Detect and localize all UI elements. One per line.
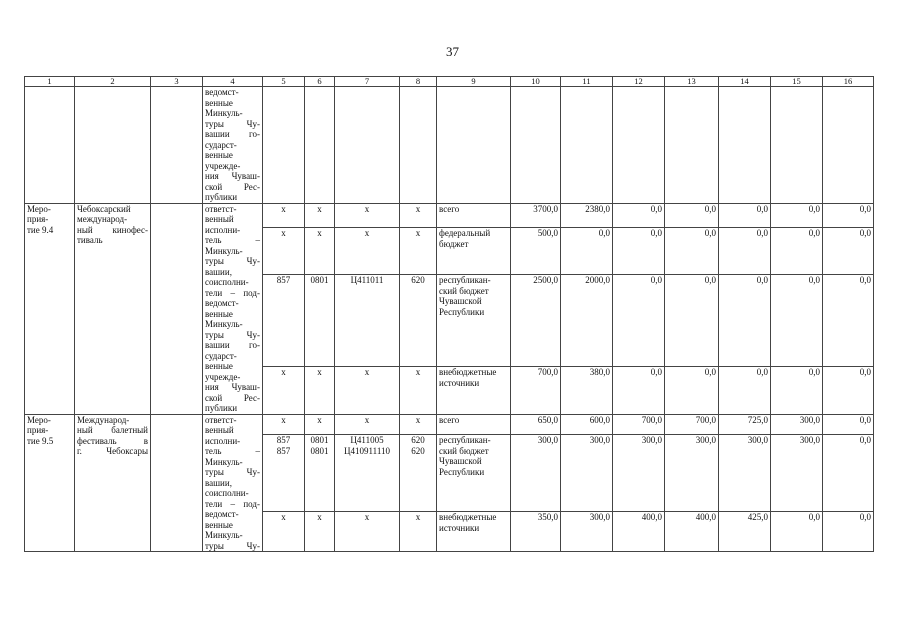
column-number-1: 1 <box>25 77 75 87</box>
event-id-cell <box>25 203 75 414</box>
amount-cell: 350,0 <box>511 512 561 552</box>
amount-cell: 2380,0 <box>561 203 613 228</box>
amount-cell: 2500,0 <box>511 275 561 367</box>
cell-line: Минкуль- <box>205 245 243 256</box>
funding-source-cell <box>437 275 511 367</box>
responsible-executor-cell <box>203 414 263 552</box>
budget-code-cell: x <box>335 228 400 275</box>
cell-line: венные <box>205 308 233 319</box>
amount-cell: 0,0 <box>823 275 874 367</box>
empty-cell <box>151 87 203 204</box>
responsible-executor-cell <box>203 203 263 414</box>
budget-code-cell: 857 <box>263 275 305 367</box>
budget-code-cell: 620 <box>400 275 437 367</box>
budget-code-cell: x <box>400 414 437 435</box>
responsible-executor-cell <box>203 87 263 204</box>
cell-line: соисполни- <box>205 277 249 287</box>
empty-cell <box>400 87 437 204</box>
cell-line: венные <box>205 97 233 108</box>
column-number-11: 11 <box>561 77 613 87</box>
budget-code-cell: x <box>305 228 335 275</box>
funding-row <box>25 414 874 435</box>
amount-cell: 0,0 <box>771 228 823 275</box>
empty-cell <box>263 87 305 204</box>
cell-line: ский бюджет <box>439 285 489 296</box>
amount-cell: 425,0 <box>719 512 771 552</box>
cell-line: 857 <box>276 445 291 456</box>
cell-line: тель – <box>205 235 260 245</box>
empty-cell <box>511 87 561 204</box>
event-name-cell <box>75 203 151 414</box>
cell-line: Ц410911110 <box>344 445 390 456</box>
amount-cell: 300,0 <box>771 414 823 435</box>
cell-line: вашии, <box>205 266 232 277</box>
cell-line: соисполни- <box>205 488 249 498</box>
column-number-13: 13 <box>665 77 719 87</box>
cell-line: Меро- <box>27 414 51 425</box>
budget-code-cell: x <box>335 512 400 552</box>
amount-cell: 400,0 <box>665 512 719 552</box>
cell-line: 620 <box>411 445 425 456</box>
empty-cell <box>151 414 203 552</box>
cell-line: ния Чуваш- <box>205 382 260 392</box>
cell-line: международ- <box>77 214 128 224</box>
amount-cell: 300,0 <box>561 512 613 552</box>
budget-code-cell: x <box>305 512 335 552</box>
empty-cell <box>561 87 613 204</box>
budget-code-cell: x <box>335 414 400 435</box>
funding-source-cell <box>437 512 511 552</box>
amount-cell: 300,0 <box>511 435 561 512</box>
budget-code-cell: x <box>263 367 305 414</box>
budget-code-cell: x <box>400 512 437 552</box>
amount-cell: 0,0 <box>823 203 874 228</box>
column-number-16: 16 <box>823 77 874 87</box>
cell-line: ный балетный <box>77 425 148 435</box>
cell-line: ответст- <box>205 203 237 214</box>
empty-cell <box>771 87 823 204</box>
budget-code-cell: x <box>400 367 437 414</box>
amount-cell: 0,0 <box>561 228 613 275</box>
budget-code-cell: x <box>305 414 335 435</box>
cell-line: тели – под- <box>205 287 260 298</box>
budget-code-cell <box>400 435 437 512</box>
cell-line: туры Чу- <box>205 540 260 551</box>
cell-line: Международ- <box>77 414 130 425</box>
column-number-header-row <box>25 77 874 87</box>
cell-line: венные <box>205 361 233 371</box>
page-number: 37 <box>446 44 459 59</box>
cell-line: ный кинофес- <box>77 224 148 235</box>
cell-line: ский бюджет <box>439 445 489 456</box>
amount-cell: 700,0 <box>613 414 665 435</box>
cell-line: всего <box>439 414 460 425</box>
empty-cell <box>335 87 400 204</box>
cell-line: ской Рес- <box>205 392 260 403</box>
empty-cell <box>719 87 771 204</box>
cell-line: сударст- <box>205 139 237 150</box>
cell-line: туры Чу- <box>205 329 260 340</box>
funding-source-cell <box>437 228 511 275</box>
cell-line: Минкуль- <box>205 456 243 467</box>
amount-cell: 0,0 <box>719 367 771 414</box>
amount-cell: 0,0 <box>665 275 719 367</box>
cell-line: источники <box>439 522 480 533</box>
continuation-row <box>25 87 874 204</box>
cell-line: венный <box>205 425 234 435</box>
amount-cell: 500,0 <box>511 228 561 275</box>
budget-code-cell: x <box>305 367 335 414</box>
cell-line: Республики <box>439 306 485 317</box>
cell-line: тие 9.5 <box>27 435 54 446</box>
event-id-cell <box>25 414 75 552</box>
budget-code-cell: x <box>335 367 400 414</box>
amount-cell: 0,0 <box>823 435 874 512</box>
empty-cell <box>305 87 335 204</box>
amount-cell: 0,0 <box>823 228 874 275</box>
cell-line: туры Чу- <box>205 467 260 477</box>
cell-line: тие 9.4 <box>27 224 54 235</box>
amount-cell: 0,0 <box>771 203 823 228</box>
cell-line: сударст- <box>205 350 237 361</box>
cell-line: ведомст- <box>205 87 239 97</box>
budget-code-cell: Ц411011 <box>335 275 400 367</box>
cell-line: вашии, <box>205 477 232 488</box>
empty-cell <box>665 87 719 204</box>
cell-line: Меро- <box>27 203 51 214</box>
amount-cell: 0,0 <box>771 512 823 552</box>
amount-cell: 3700,0 <box>511 203 561 228</box>
column-number-2: 2 <box>75 77 151 87</box>
column-number-8: 8 <box>400 77 437 87</box>
cell-line: 0801 <box>310 445 329 456</box>
amount-cell: 700,0 <box>665 414 719 435</box>
cell-line: ведомст- <box>205 509 239 519</box>
cell-line: Минкуль- <box>205 108 243 118</box>
amount-cell: 0,0 <box>613 367 665 414</box>
empty-cell <box>823 87 874 204</box>
cell-line: г. Чебоксары <box>77 446 148 456</box>
amount-cell: 300,0 <box>719 435 771 512</box>
amount-cell: 0,0 <box>613 203 665 228</box>
amount-cell: 0,0 <box>665 203 719 228</box>
amount-cell: 400,0 <box>613 512 665 552</box>
cell-line: тели – под- <box>205 498 260 509</box>
amount-cell: 0,0 <box>613 228 665 275</box>
column-number-14: 14 <box>719 77 771 87</box>
amount-cell: 650,0 <box>511 414 561 435</box>
cell-line: всего <box>439 203 460 214</box>
budget-code-cell: x <box>305 203 335 228</box>
budget-code-cell: 0801 <box>305 275 335 367</box>
cell-line: венные <box>205 150 233 160</box>
cell-line: Чебоксарский <box>77 203 131 214</box>
budget-code-cell <box>335 435 400 512</box>
budget-code-cell: x <box>263 414 305 435</box>
empty-cell <box>151 203 203 414</box>
budget-code-cell <box>305 435 335 512</box>
amount-cell: 0,0 <box>665 228 719 275</box>
cell-line: публики <box>205 403 238 413</box>
cell-line: Республики <box>439 466 485 477</box>
column-number-4: 4 <box>203 77 263 87</box>
cell-line: туры Чу- <box>205 256 260 266</box>
cell-line: венные <box>205 519 233 530</box>
column-number-12: 12 <box>613 77 665 87</box>
cell-line: ской Рес- <box>205 181 260 192</box>
cell-line: фестиваль в <box>77 435 148 446</box>
amount-cell: 2000,0 <box>561 275 613 367</box>
amount-cell: 0,0 <box>771 367 823 414</box>
budget-code-cell: x <box>400 203 437 228</box>
amount-cell: 0,0 <box>719 203 771 228</box>
amount-cell: 0,0 <box>823 414 874 435</box>
cell-line: вашии го- <box>205 340 260 350</box>
column-number-9: 9 <box>437 77 511 87</box>
budget-table <box>24 76 874 552</box>
cell-line: ния Чуваш- <box>205 171 260 181</box>
empty-cell <box>25 87 75 204</box>
amount-cell: 0,0 <box>823 512 874 552</box>
cell-line: Чувашской <box>439 296 482 307</box>
cell-line: 857 <box>276 435 291 446</box>
cell-line: туры Чу- <box>205 118 260 129</box>
cell-line: учрежде- <box>205 160 241 171</box>
budget-code-cell: x <box>263 228 305 275</box>
amount-cell: 600,0 <box>561 414 613 435</box>
amount-cell: 0,0 <box>771 275 823 367</box>
empty-cell <box>613 87 665 204</box>
cell-line: Чувашской <box>439 456 482 467</box>
budget-code-cell <box>263 435 305 512</box>
budget-code-cell: x <box>263 203 305 228</box>
funding-source-cell <box>437 414 511 435</box>
amount-cell: 0,0 <box>823 367 874 414</box>
cell-line: республикан- <box>439 435 491 446</box>
budget-code-cell: x <box>335 203 400 228</box>
cell-line: публики <box>205 192 238 202</box>
funding-source-cell <box>437 203 511 228</box>
column-number-10: 10 <box>511 77 561 87</box>
funding-source-cell <box>437 367 511 414</box>
cell-line: 620 <box>411 435 425 446</box>
cell-line: тиваль <box>77 235 103 245</box>
empty-cell <box>75 87 151 204</box>
cell-line: исполни- <box>205 435 241 446</box>
budget-code-cell: x <box>400 228 437 275</box>
amount-cell: 0,0 <box>719 228 771 275</box>
cell-line: вашии го- <box>205 129 260 139</box>
amount-cell: 300,0 <box>665 435 719 512</box>
cell-line: ведомст- <box>205 298 239 308</box>
cell-line: тель – <box>205 446 260 456</box>
amount-cell: 300,0 <box>613 435 665 512</box>
amount-cell: 0,0 <box>719 275 771 367</box>
amount-cell: 300,0 <box>561 435 613 512</box>
empty-cell <box>437 87 511 204</box>
cell-line: 0801 <box>310 435 329 446</box>
cell-line: федеральный <box>439 228 491 239</box>
cell-line: республикан- <box>439 275 491 286</box>
amount-cell: 700,0 <box>511 367 561 414</box>
column-number-6: 6 <box>305 77 335 87</box>
cell-line: прия- <box>27 214 49 224</box>
cell-line: внебюджетные <box>439 512 497 523</box>
cell-line: источники <box>439 377 480 388</box>
column-number-5: 5 <box>263 77 305 87</box>
funding-source-cell <box>437 435 511 512</box>
funding-row <box>25 203 874 228</box>
column-number-7: 7 <box>335 77 400 87</box>
amount-cell: 0,0 <box>613 275 665 367</box>
cell-line: внебюджетные <box>439 367 497 378</box>
cell-line: Минкуль- <box>205 319 243 329</box>
amount-cell: 380,0 <box>561 367 613 414</box>
cell-line: Ц411005 <box>350 435 384 446</box>
amount-cell: 0,0 <box>665 367 719 414</box>
cell-line: венный <box>205 214 234 224</box>
cell-line: исполни- <box>205 224 241 235</box>
cell-line: Минкуль- <box>205 530 243 540</box>
cell-line: учрежде- <box>205 371 241 382</box>
amount-cell: 725,0 <box>719 414 771 435</box>
column-number-15: 15 <box>771 77 823 87</box>
cell-line: прия- <box>27 425 49 435</box>
column-number-3: 3 <box>151 77 203 87</box>
cell-line: бюджет <box>439 238 469 249</box>
cell-line: ответст- <box>205 414 237 425</box>
amount-cell: 300,0 <box>771 435 823 512</box>
event-name-cell <box>75 414 151 552</box>
budget-code-cell: x <box>263 512 305 552</box>
